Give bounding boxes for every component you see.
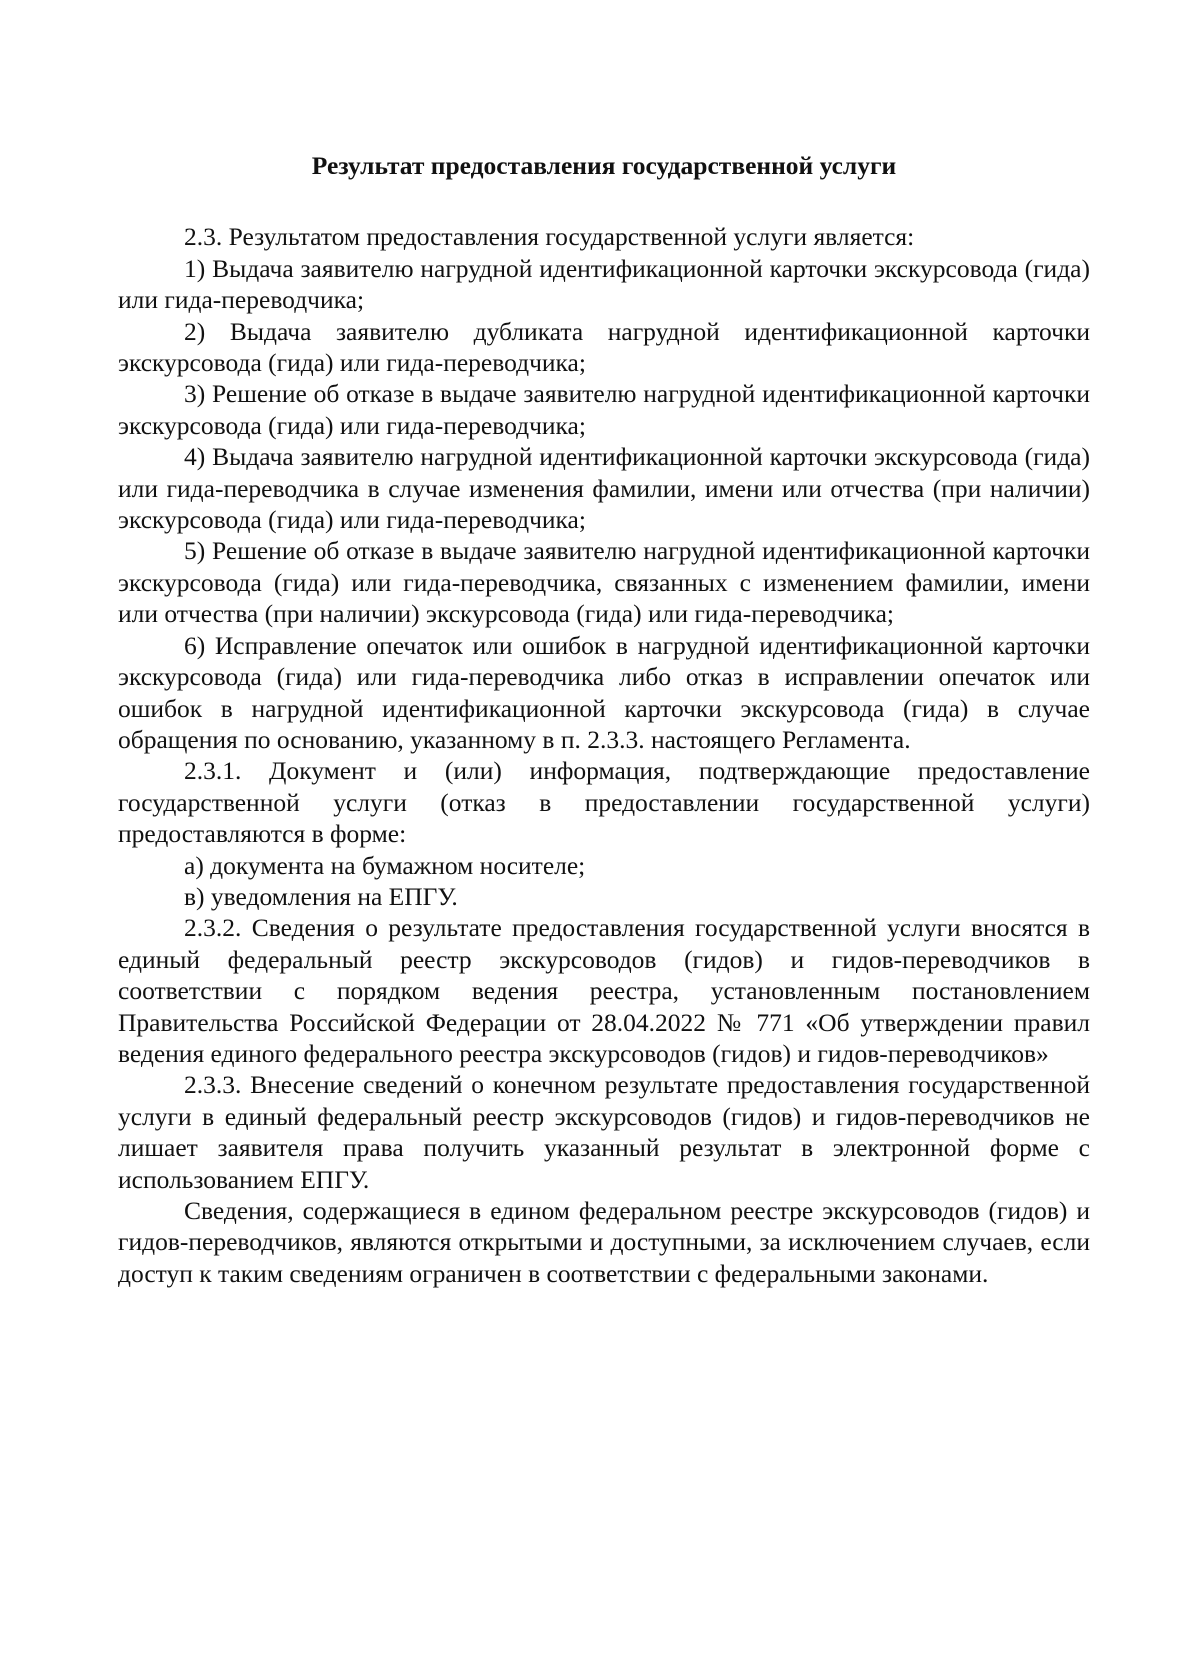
- list-item-1: 1) Выдача заявителю нагрудной идентификационной карточки экскурсовода (гида) или гида-переводчика;: [118, 253, 1090, 315]
- paragraph-2-3: 2.3. Результатом предоставления государственной услуги является:: [184, 222, 915, 252]
- paragraph-2-3-2: 2.3.2. Сведения о результате предоставления государственной услуги вносятся в единый федеральный реестр экскурсоводов (гидов) и гидов-переводчиков в соответствии с порядком ведения реестра, установленным постановлением Правительства Российской Федерации от 28.04.2022 № 771 «Об утверждении правил ведения единого федерального реестра экскурсоводов (гидов) и гидов-переводчиков»: [118, 913, 1090, 1068]
- list-item-a: а) документа на бумажном носителе;: [184, 850, 586, 880]
- list-item-v: в) уведомления на ЕПГУ.: [184, 881, 458, 911]
- list-item-6: 6) Исправление опечаток или ошибок в нагрудной идентификационной карточки экскурсовода (гида) или гида-переводчика либо отказ в исправлении опечаток или ошибок в нагрудной идентификационной карточки экскурсовода (гида) в случае обращения по основанию, указанному в п. 2.3.3. настоящего Регламента.: [118, 630, 1090, 754]
- list-item-2: 2) Выдача заявителю дубликата нагрудной идентификационной карточки экскурсовода (гида) или гида-переводчика;: [118, 316, 1090, 378]
- list-item-3: 3) Решение об отказе в выдаче заявителю нагрудной идентификационной карточки экскурсовода (гида) или гида-переводчика;: [118, 379, 1090, 440]
- list-item-5: 5) Решение об отказе в выдаче заявителю нагрудной идентификационной карточки экскурсовода (гида) или гида-переводчика, связанных с изменением фамилии, имени или отчества (при наличии) экскурсовода (гида) или гида-переводчика;: [118, 536, 1090, 629]
- paragraph-2-3-1: 2.3.1. Документ и (или) информация, подтверждающие предоставление государственной услуги (отказ в предоставлении государственной услуги) предоставляются в форме:: [118, 756, 1090, 849]
- section-title: Результат предоставления государственной услуги: [311, 151, 897, 180]
- document-body: [118, 150, 1090, 1289]
- list-item-4: 4) Выдача заявителю нагрудной идентификационной карточки экскурсовода (гида) или гида-переводчика в случае изменения фамилии, имени или отчества (при наличии) экскурсовода (гида) или гида-переводчика;: [118, 442, 1090, 535]
- paragraph-registry-info: Сведения, содержащиеся в едином федеральном реестре экскурсоводов (гидов) и гидов-переводчиков, являются открытыми и доступными, за исключением случаев, если доступ к таким сведениям ограничен в соответствии с федеральными законами.: [118, 1196, 1090, 1288]
- paragraph-2-3-3: 2.3.3. Внесение сведений о конечном результате предоставления государственной услуги в единый федеральный реестр экскурсоводов (гидов) и гидов-переводчиков не лишает заявителя права получить указанный результат в электронной форме с использованием ЕПГУ.: [118, 1070, 1090, 1194]
